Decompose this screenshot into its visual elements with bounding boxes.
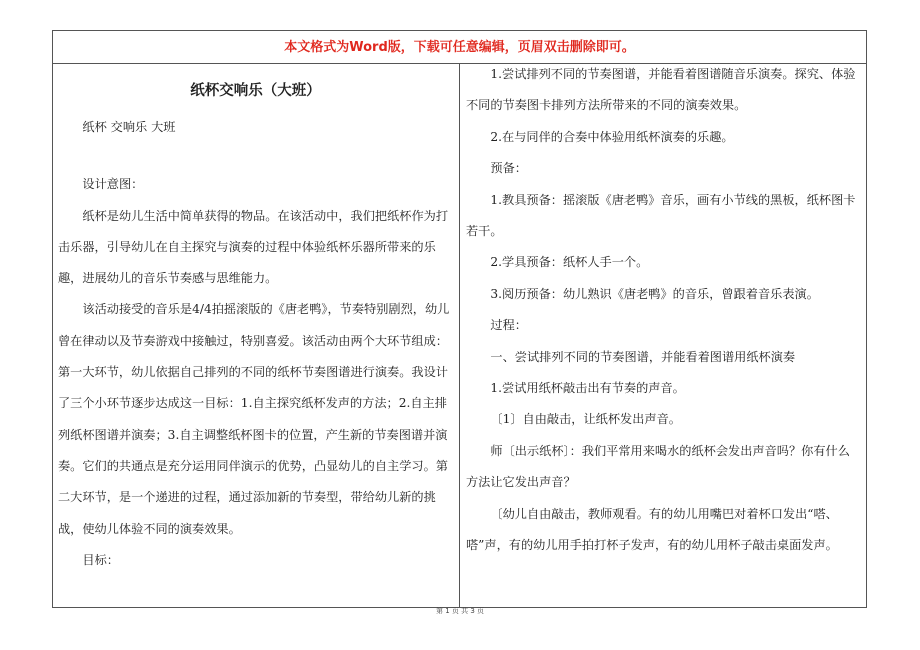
paragraph: 纸杯是幼儿生活中简单获得的物品。在该活动中，我们把纸杯作为打击乐器，引导幼儿在自主探究与演奏的过程中体验纸杯乐器所带来的乐趣，进展幼儿的音乐节奏感与思维能力。	[58, 208, 449, 286]
page-footer: 第 1 页 共 3 页	[435, 607, 485, 615]
paragraph: 〔1〕自由敲击，让纸杯发出声音。	[490, 412, 681, 427]
paragraph: 过程：	[490, 318, 527, 333]
paragraph: 1.教具预备：摇滚版《唐老鸭》音乐，画有小节线的黑板，纸杯图卡若干。	[466, 192, 856, 239]
paragraph: 该活动接受的音乐是4/4拍摇滚版的《唐老鸭》，节奏特别剧烈，幼儿曾在律动以及节奏游戏中接触过，特别喜爱。该活动由两个大环节组成：第一大环节，幼儿依据自己排列的不同的纸杯节奏图谱进行演奏。我设计了三个小环节逐步达成这一目标：1.自主探究纸杯发声的方法；2.自主排列纸杯图谱并演奏；3.自主调整纸杯图卡的位置，产生新的节奏图谱并演奏。它们的共通点是充分运用同伴演示的优势，凸显幼儿的自主学习。第二大环节，是一个递进的过程，通过添加新的节奏型，带给幼儿新的挑战，使幼儿体验不同的演奏效果。	[58, 302, 450, 536]
paragraph: 〔幼儿自由敲击，教师观看。有的幼儿用嘴巴对着杯口发出“嗒、嗒”声，有的幼儿用手拍打杯子发声，有的幼儿用杯子敲击桌面发声。	[466, 506, 838, 553]
paragraph: 一、尝试排列不同的节奏图谱，并能看着图谱用纸杯演奏	[490, 349, 796, 364]
paragraph: 2.学具预备：纸杯人手一个。	[490, 255, 649, 270]
right-column	[466, 59, 860, 562]
paragraph: 3.阅历预备：幼儿熟识《唐老鸭》的音乐，曾跟着音乐表演。	[490, 286, 819, 301]
paragraph: 2.在与同伴的合奏中体验用纸杯演奏的乐趣。	[490, 129, 734, 144]
paragraph: 目标：	[82, 552, 119, 567]
column-divider	[459, 63, 460, 608]
paragraph: 1.尝试排列不同的节奏图谱，并能看着图谱随音乐演奏。探究、体验不同的节奏图卡排列方法所带来的不同的演奏效果。	[466, 67, 856, 113]
left-column	[58, 72, 453, 576]
document-title: 纸杯交响乐（大班）	[190, 83, 321, 99]
spacer	[58, 143, 453, 169]
header-notice: 本文格式为Word版，下载可任意编辑，页眉双击删除即可。	[284, 40, 635, 55]
keywords: 纸杯 交响乐 大班	[82, 120, 176, 134]
paragraph: 1.尝试用纸杯敲击出有节奏的声音。	[490, 381, 685, 396]
paragraph: 设计意图：	[82, 177, 144, 192]
paragraph: 师〔出示纸杯〕：我们平常用来喝水的纸杯会发出声音吗？你有什么方法让它发出声音？	[466, 443, 850, 490]
paragraph: 预备：	[490, 161, 527, 176]
